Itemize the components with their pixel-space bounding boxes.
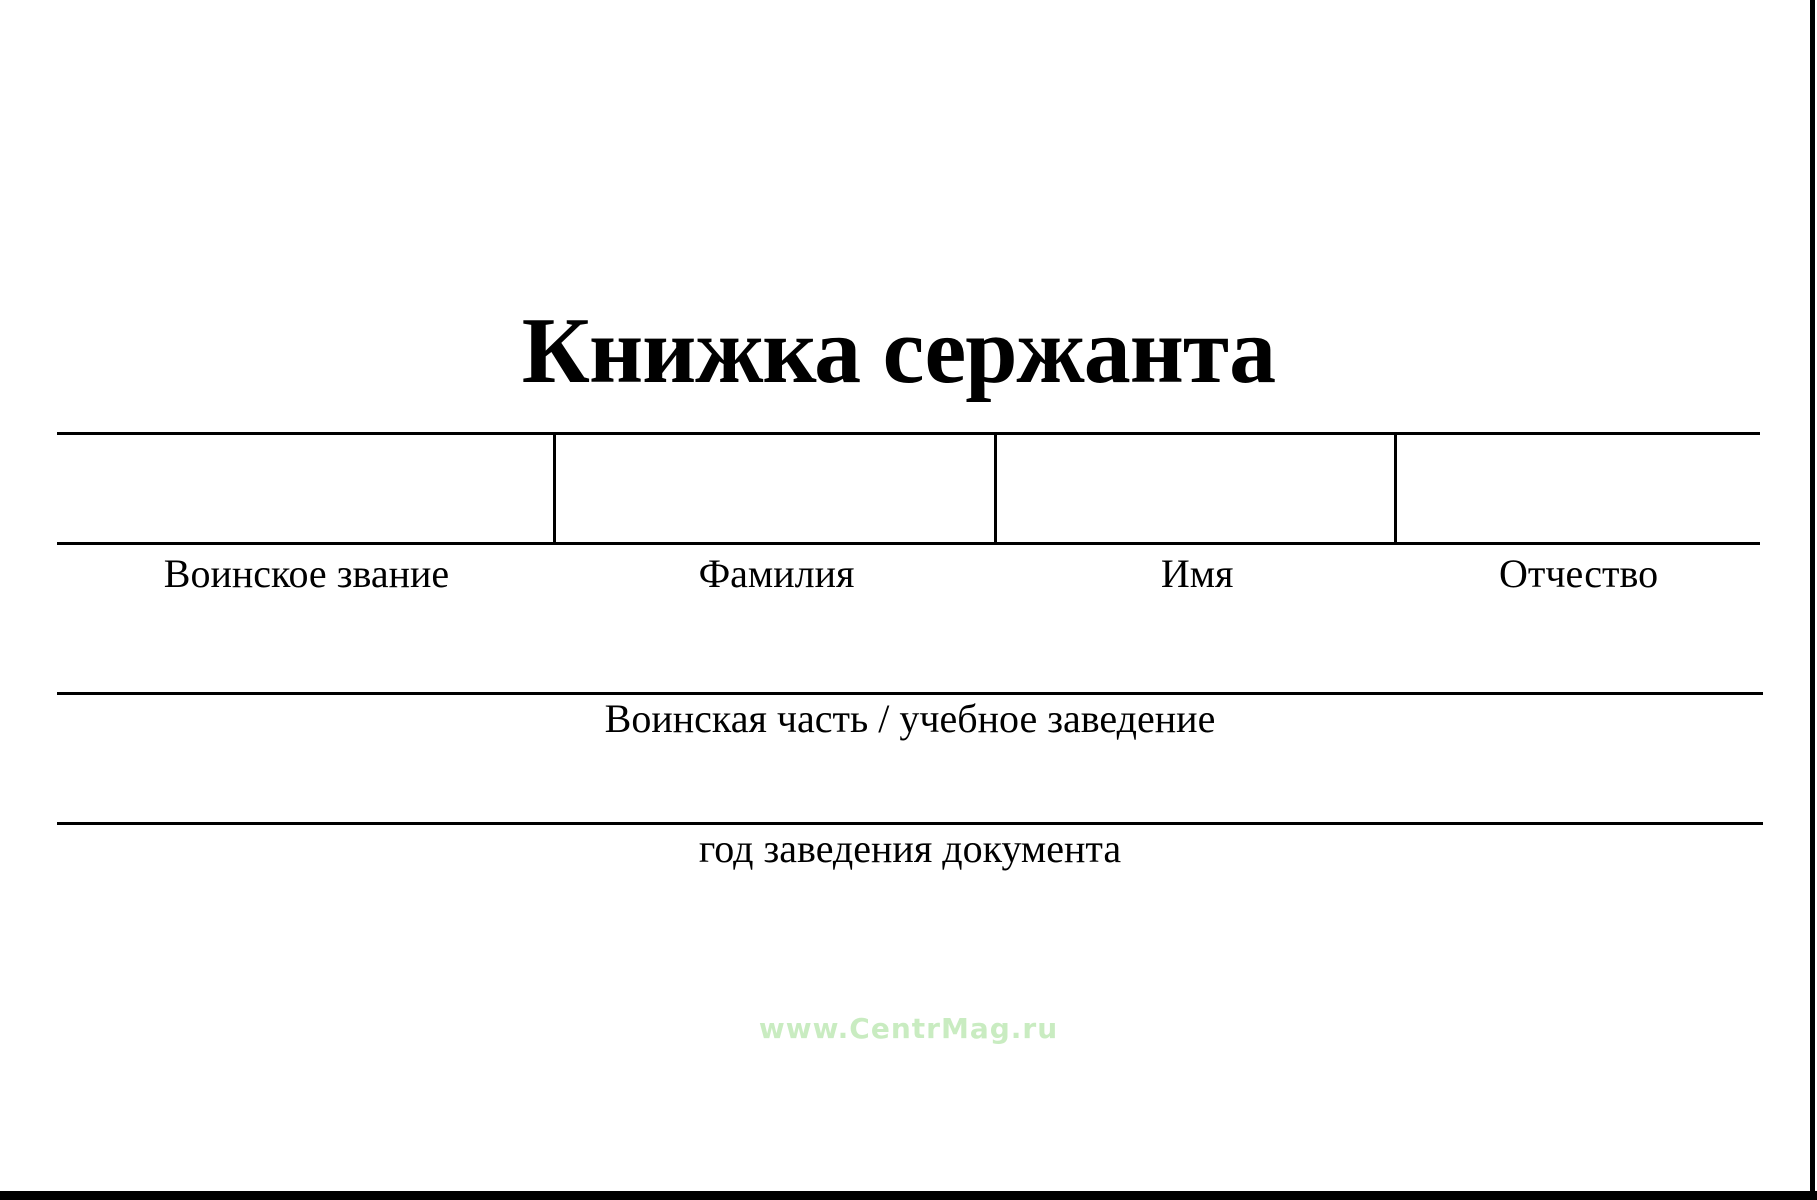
patronymic-input-cell[interactable]	[1397, 435, 1760, 542]
name-fields-label-row	[57, 545, 1760, 598]
watermark-text: www.CentrMag.ru	[758, 1012, 1059, 1045]
patronymic-label: Отчество	[1499, 551, 1659, 596]
rank-input-cell[interactable]	[57, 435, 556, 542]
surname-label: Фамилия	[698, 551, 855, 596]
page-title: Книжка сержанта	[521, 299, 1276, 403]
firstname-label: Имя	[1160, 551, 1234, 596]
scan-edge-right	[1810, 0, 1815, 1200]
military-unit-field	[57, 692, 1763, 743]
military-unit-label: Воинская часть / учебное заведение	[604, 696, 1216, 741]
name-fields-table	[57, 432, 1760, 598]
scan-edge-bottom	[0, 1191, 1817, 1200]
rank-label: Воинское звание	[163, 551, 450, 596]
document-year-label: год заведения документа	[698, 826, 1122, 871]
firstname-input-cell[interactable]	[997, 435, 1397, 542]
name-fields-input-row	[57, 432, 1760, 545]
document-year-field	[57, 822, 1763, 873]
surname-input-cell[interactable]	[556, 435, 997, 542]
